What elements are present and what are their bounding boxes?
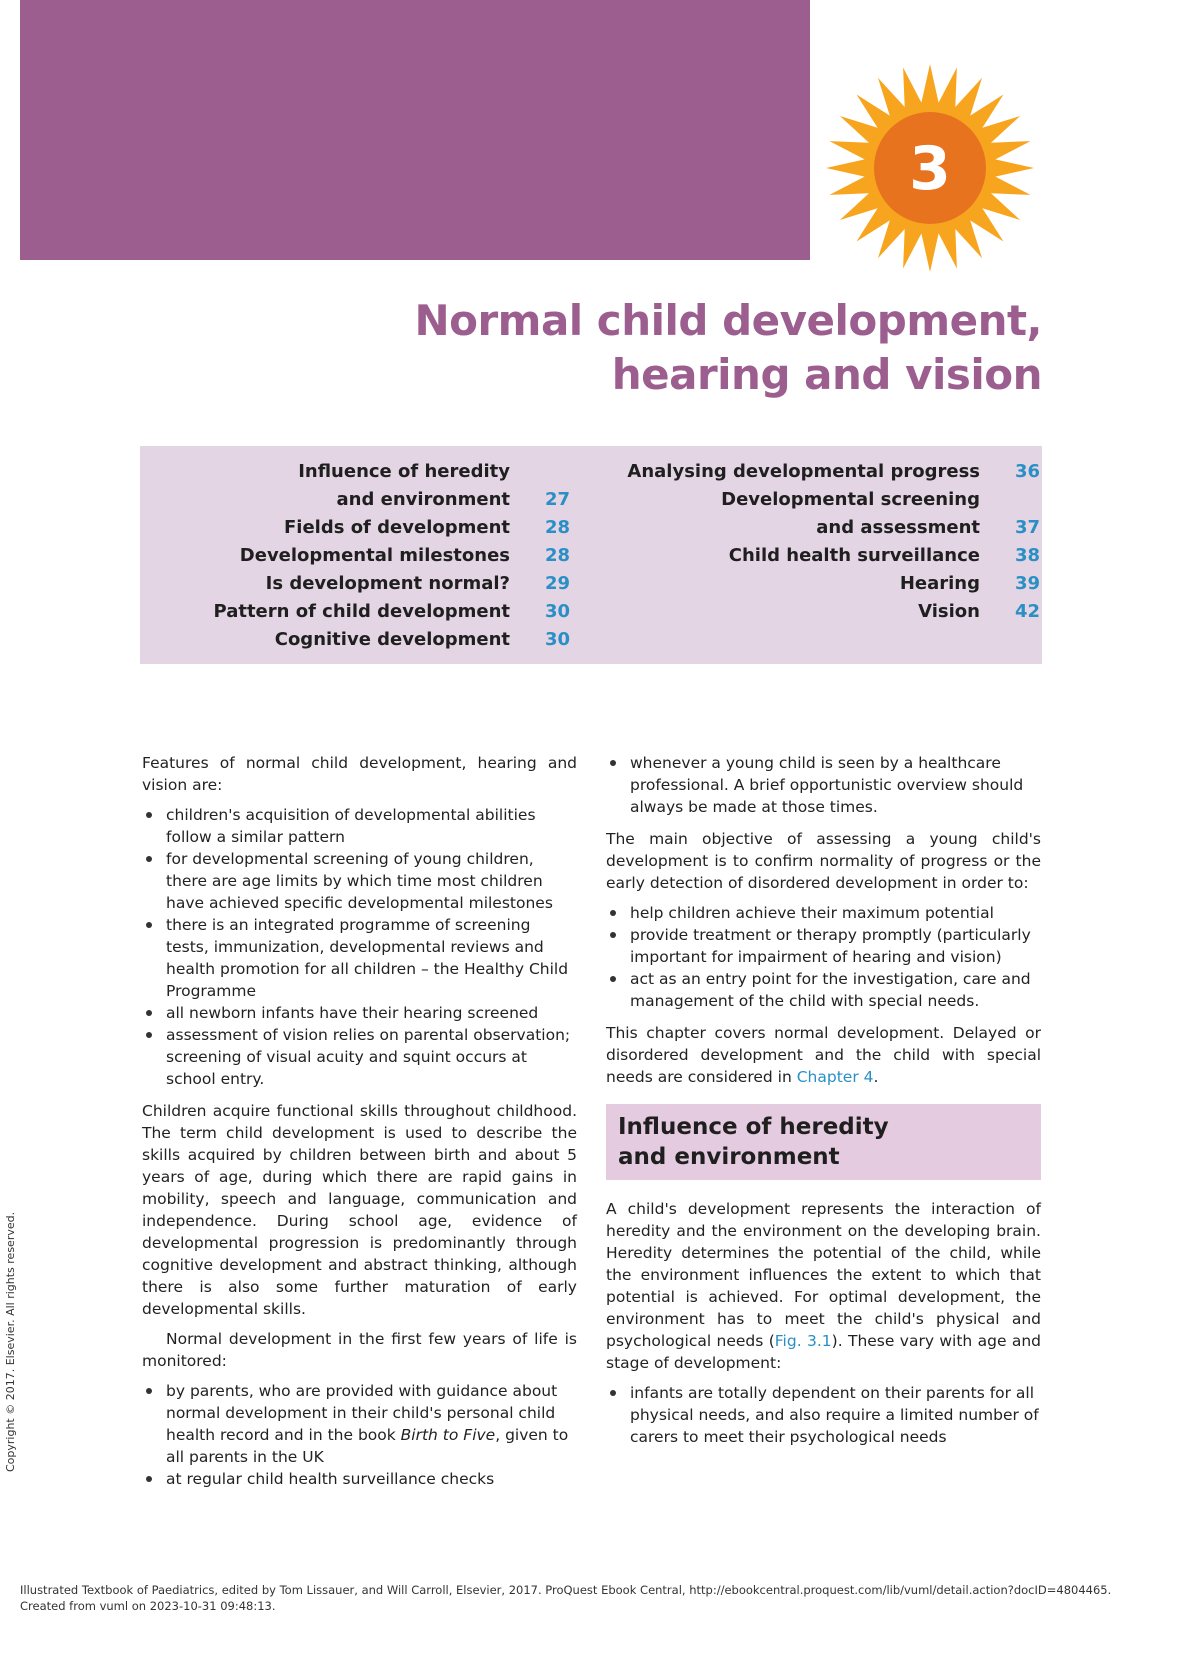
contents-entry-page: 30 — [544, 601, 570, 622]
contents-entry[interactable] — [140, 458, 570, 486]
page-footer — [20, 1582, 1111, 1614]
bullet-icon — [610, 976, 616, 982]
text: , given to all parents in the UK — [166, 1426, 569, 1466]
chapter-banner — [20, 0, 810, 260]
bullet-icon — [610, 932, 616, 938]
monitored-list-continued — [606, 752, 1041, 818]
contents-entry-label: and assessment — [816, 517, 980, 538]
text: and environment — [618, 1144, 840, 1170]
contents-entry-page: 28 — [544, 545, 570, 566]
contents-entry-label: Fields of development — [283, 517, 510, 538]
paragraph: Normal development in the first few years of life is monitored: — [142, 1330, 577, 1370]
chapter-title-line2: hearing and vision — [611, 350, 1042, 399]
bullet-icon — [146, 812, 152, 818]
list-item — [142, 1024, 577, 1090]
contents-entry-page — [510, 458, 570, 486]
chapter-contents — [140, 446, 1042, 664]
bullet-icon — [146, 1010, 152, 1016]
text: ). These vary with age and stage of development: — [606, 1332, 1042, 1372]
chapter-title — [414, 294, 1042, 402]
copyright-text: Copyright © 2017. Elsevier. All rights reserved. — [4, 1211, 17, 1472]
contents-entry-label: Hearing — [899, 573, 980, 594]
contents-entry-label: Is development normal? — [265, 573, 510, 594]
contents-entry-label: Cognitive development — [274, 629, 510, 650]
contents-entry[interactable] — [140, 570, 570, 598]
contents-entry[interactable] — [600, 458, 1040, 486]
text: there is an integrated programme of screening tests, immunization, developmental reviews and health promotion for all children – the Healthy Child Programme — [166, 916, 569, 1000]
bullet-icon — [146, 856, 152, 862]
text: children's acquisition of developmental abilities follow a similar pattern — [166, 806, 536, 846]
paragraph — [606, 1022, 1041, 1088]
text: for developmental screening of young children, there are age limits by which time most children have achieved specific developmental milestones — [166, 850, 553, 912]
contents-entry-label: Analysing developmental progress — [627, 461, 980, 482]
contents-entry-page: 37 — [1014, 517, 1040, 538]
list-item — [142, 804, 577, 848]
bullet-icon — [146, 922, 152, 928]
body-column-left — [142, 752, 577, 1500]
footer-created: Created from vuml on 2023-10-31 09:48:13. — [20, 1599, 276, 1613]
list-item — [142, 848, 577, 914]
bullet-icon — [146, 1032, 152, 1038]
contents-entry[interactable] — [600, 598, 1040, 626]
paragraph: Children acquire functional skills throughout childhood. The term child development is used to describe the skills acquired by children between birth and about 5 years of age, during which there are rapid gains in mobility, speech and language, communication and independence. During school age, evidence of developmental progression is predominantly through cognitive development and abstract thinking, although there is also some further maturation of early developmental skills. — [142, 1102, 577, 1318]
body-column-right — [606, 752, 1041, 1458]
text: by parents, who are provided with guidance about normal development in their child's personal child health record and in the book — [166, 1382, 558, 1444]
list-item — [606, 1382, 1041, 1448]
monitored-list — [142, 1380, 577, 1490]
text: infants are totally dependent on their parents for all physical needs, and also require a limited number of carers to meet their psychological needs — [630, 1384, 1039, 1446]
book-title: Birth to Five — [400, 1426, 496, 1444]
text: . — [873, 1068, 879, 1086]
contents-entry-page: 30 — [544, 629, 570, 650]
contents-entry[interactable] — [140, 486, 570, 514]
list-item — [606, 968, 1041, 1012]
section-heading — [606, 1104, 1041, 1180]
contents-entry-page: 36 — [1014, 461, 1040, 482]
bullet-icon — [146, 1476, 152, 1482]
list-item — [606, 902, 1041, 924]
contents-entry-label: Developmental milestones — [239, 545, 510, 566]
chapter-4-link[interactable]: Chapter 4 — [796, 1068, 874, 1086]
text: at regular child health surveillance checks — [166, 1470, 495, 1488]
contents-entry-page — [980, 486, 1040, 514]
contents-entry-label: Pattern of child development — [213, 601, 510, 622]
section-heading-text — [618, 1112, 1029, 1172]
contents-entry-label: and environment — [336, 489, 510, 510]
contents-entry-label: Child health surveillance — [728, 545, 980, 566]
contents-entry[interactable] — [140, 626, 570, 654]
list-item — [142, 1380, 577, 1468]
contents-entry-page: 38 — [1014, 545, 1040, 566]
contents-entry-page: 29 — [544, 573, 570, 594]
paragraph: The main objective of assessing a young child's development is to confirm normality of progress or the early detection of disordered development in order to: — [606, 830, 1041, 892]
figure-3-1-link[interactable]: Fig. 3.1 — [774, 1332, 832, 1350]
contents-entry[interactable] — [600, 570, 1040, 598]
list-item — [142, 1002, 577, 1024]
bullet-icon — [146, 1388, 152, 1394]
intro-paragraph: Features of normal child development, hearing and vision are: — [142, 754, 577, 794]
list-item — [142, 914, 577, 1002]
contents-entry-page: 27 — [544, 489, 570, 510]
features-list — [142, 804, 577, 1090]
chapter-number-badge — [820, 58, 1040, 278]
chapter-title-line1: Normal child development, — [414, 296, 1042, 345]
bullet-icon — [610, 760, 616, 766]
bullet-icon — [610, 910, 616, 916]
contents-entry[interactable] — [140, 514, 570, 542]
text: act as an entry point for the investigation, care and management of the child with special needs. — [630, 970, 1031, 1010]
contents-entry[interactable] — [140, 542, 570, 570]
text: whenever a young child is seen by a healthcare professional. A brief opportunistic overview should always be made at those times. — [630, 754, 1024, 816]
contents-entry-page: 28 — [544, 517, 570, 538]
copyright-notice — [2, 1210, 18, 1472]
contents-entry[interactable] — [600, 542, 1040, 570]
text: This chapter covers normal development. Delayed or disordered development and the child with special needs are considered in — [606, 1024, 1041, 1086]
contents-entry[interactable] — [600, 486, 1040, 514]
text: A child's development represents the interaction of heredity and the environment on the developing brain. Heredity determines the potential of the child, while the environment influences the extent to which that potential is achieved. For optimal development, the environment has to meet the child's physical and psychological needs ( — [606, 1200, 1041, 1350]
contents-left-column — [140, 458, 570, 654]
contents-entry-page: 42 — [1014, 601, 1040, 622]
contents-entry-label: Developmental screening — [721, 489, 980, 510]
chapter-number: 3 — [909, 134, 951, 204]
text: provide treatment or therapy promptly (particularly important for impairment of hearing and vision) — [630, 926, 1031, 966]
objectives-list — [606, 902, 1041, 1012]
list-item — [606, 752, 1041, 818]
footer-citation: Illustrated Textbook of Paediatrics, edited by Tom Lissauer, and Will Carroll, Elsevier, 2017. ProQuest Ebook Central, http://ebookcentral.proquest.com/lib/vuml/detail.action?docID=4804465. — [20, 1583, 1112, 1597]
paragraph — [606, 1198, 1041, 1374]
list-item — [142, 1468, 577, 1490]
text: Influence of heredity — [618, 1114, 889, 1140]
contents-right-column — [600, 458, 1040, 626]
heredity-list — [606, 1382, 1041, 1448]
contents-entry[interactable] — [600, 514, 1040, 542]
bullet-icon — [610, 1390, 616, 1396]
contents-entry-page: 39 — [1014, 573, 1040, 594]
text: help children achieve their maximum potential — [630, 904, 994, 922]
text: assessment of vision relies on parental observation; screening of visual acuity and squint occurs at school entry. — [166, 1026, 571, 1088]
contents-entry-label: Vision — [918, 601, 980, 622]
contents-entry-label: Influence of heredity — [298, 461, 510, 482]
list-item — [606, 924, 1041, 968]
contents-entry[interactable] — [140, 598, 570, 626]
text: all newborn infants have their hearing screened — [166, 1004, 539, 1022]
